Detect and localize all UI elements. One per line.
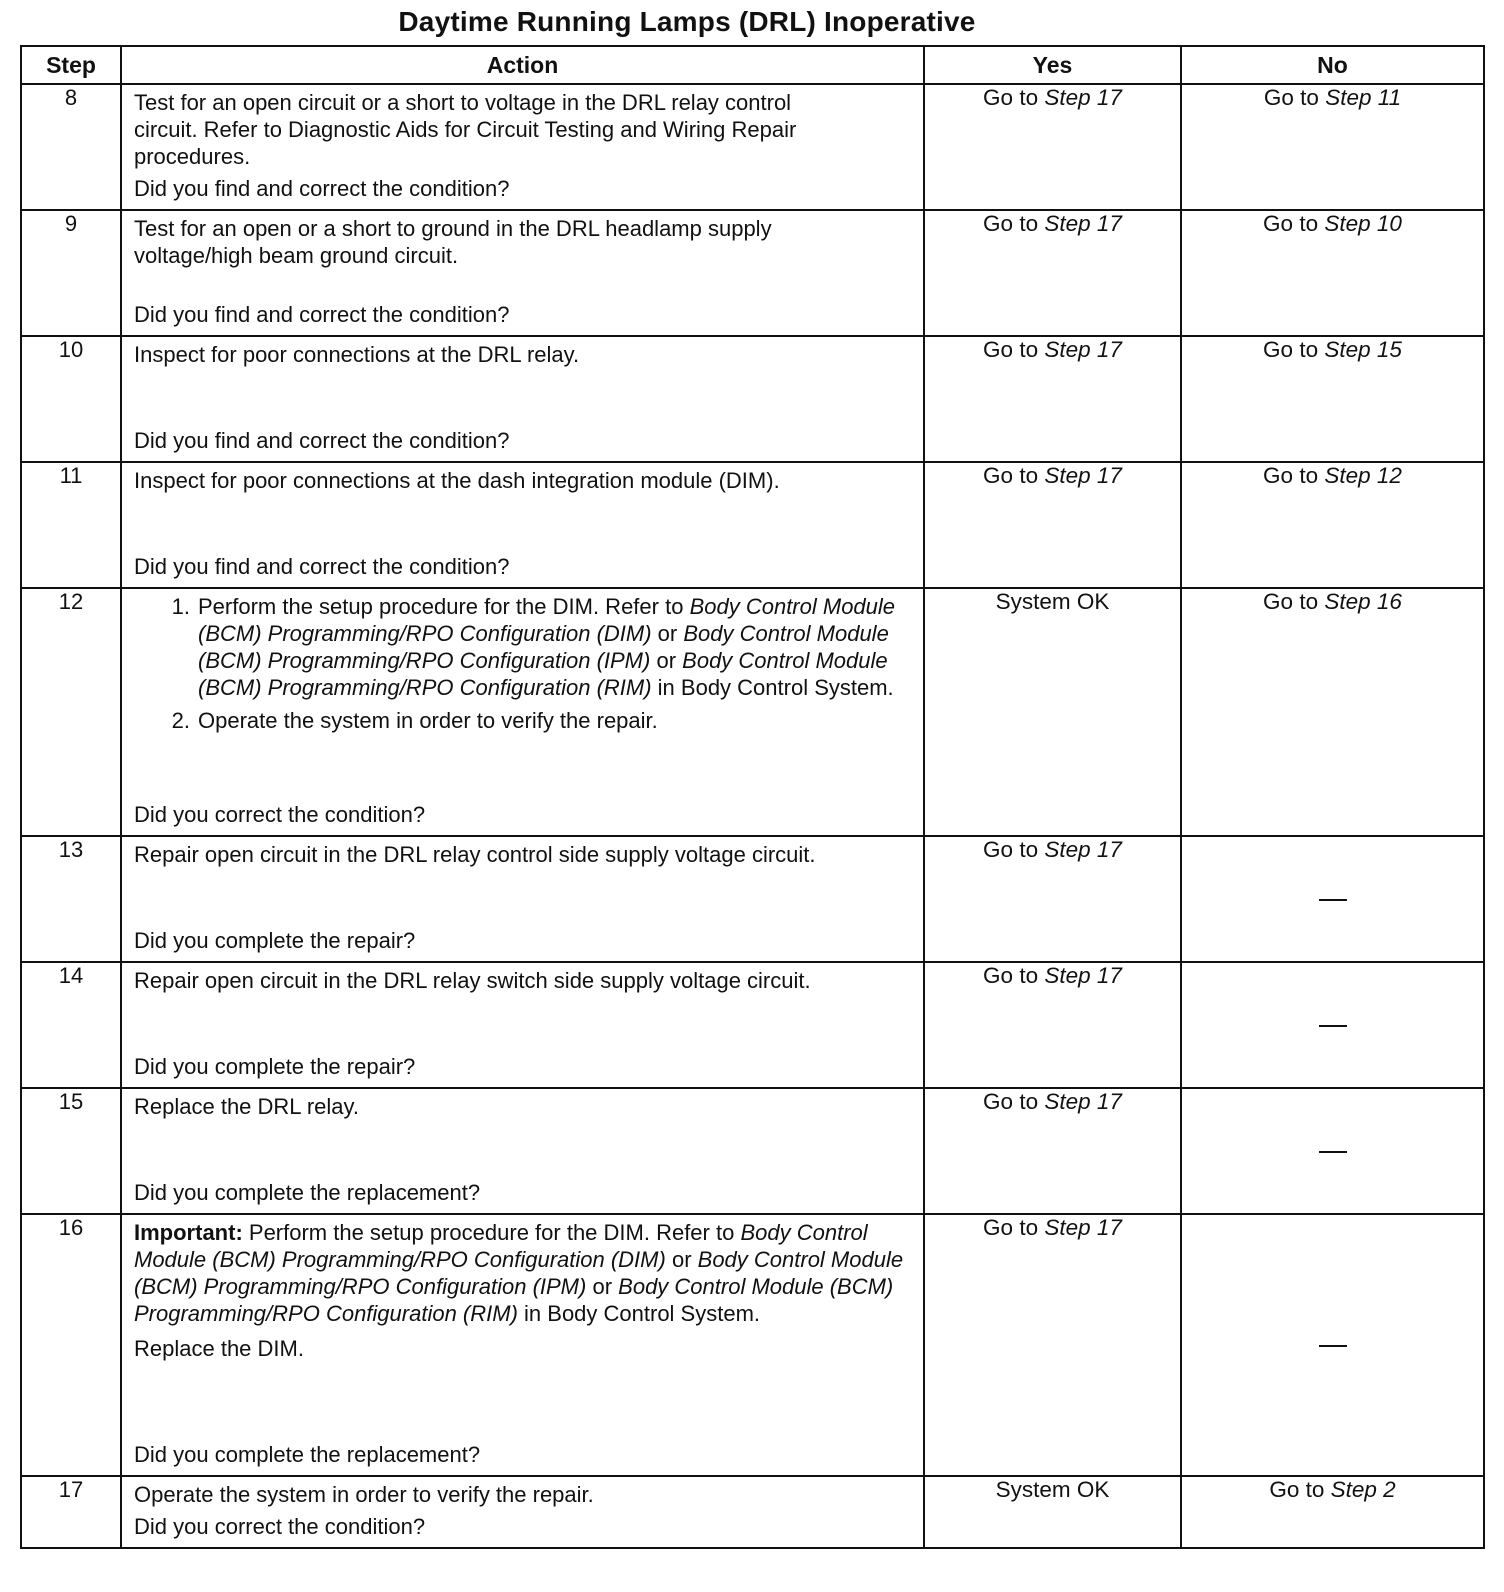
reference-link[interactable]: Body Control Module (BCM) Programming/RPO Configuration (IPM) bbox=[198, 621, 889, 673]
system-ok-text: System OK bbox=[995, 589, 1110, 614]
question-text: Did you correct the condition? bbox=[134, 1514, 426, 1539]
yes-step-link[interactable]: 17 bbox=[1096, 963, 1122, 988]
action-text: Repair open circuit in the DRL relay switch side supply voltage circuit. bbox=[134, 968, 811, 993]
yes-step-link[interactable]: 17 bbox=[1096, 463, 1122, 488]
dash-mark bbox=[1319, 1345, 1347, 1347]
dash-mark bbox=[1319, 1151, 1347, 1153]
no-cell: Go to Step 11 bbox=[1181, 84, 1484, 210]
dash-mark bbox=[1319, 899, 1347, 901]
question-text: Did you complete the replacement? bbox=[134, 1180, 481, 1205]
yes-step-link[interactable]: 17 bbox=[1096, 337, 1122, 362]
reference-link[interactable]: Body Control Module (BCM) Programming/RPO Configuration (DIM) bbox=[134, 1220, 868, 1272]
yes-cell: Go to Step 17 bbox=[924, 962, 1181, 1088]
reference-link[interactable]: Body Control Module (BCM) Programming/RPO Configuration (RIM) bbox=[198, 648, 888, 700]
important-label: Important: bbox=[134, 1220, 243, 1245]
action-cell bbox=[121, 1476, 924, 1548]
table-row bbox=[21, 210, 1484, 336]
question-text: Did you complete the repair? bbox=[134, 1054, 416, 1079]
diagnostic-table bbox=[20, 45, 1485, 1549]
no-cell: Go to Step 10 bbox=[1181, 210, 1484, 336]
no-cell bbox=[1181, 1088, 1484, 1214]
table-row bbox=[21, 1476, 1484, 1548]
action-cell bbox=[121, 210, 924, 336]
no-step-link[interactable]: 10 bbox=[1376, 211, 1402, 236]
question-text: Did you complete the repair? bbox=[134, 928, 416, 953]
yes-step-link[interactable]: 17 bbox=[1096, 837, 1122, 862]
table-row bbox=[21, 462, 1484, 588]
action-cell bbox=[121, 962, 924, 1088]
no-cell bbox=[1181, 962, 1484, 1088]
header-yes: Yes bbox=[924, 46, 1181, 84]
no-cell: Go to Step 2 bbox=[1181, 1476, 1484, 1548]
action-text: Repair open circuit in the DRL relay control side supply voltage circuit. bbox=[134, 842, 816, 867]
table-row bbox=[21, 962, 1484, 1088]
action-text: Inspect for poor connections at the DRL relay. bbox=[134, 342, 580, 367]
step-number: 15 bbox=[21, 1088, 121, 1214]
numbered-item: 1. Perform the setup procedure for the DIM. Refer to Body Control Module (BCM) Programming/RPO Configuration (DIM) or Body Control Module (BCM) Programming/RPO Configuration (IPM) or Body Control Module (BCM) Programming/RPO Configuration (RIM) in Body Control System. bbox=[171, 594, 896, 700]
step-number: 10 bbox=[21, 336, 121, 462]
page-title: Daytime Running Lamps (DRL) Inoperative bbox=[398, 6, 976, 37]
no-cell: Go to Step 15 bbox=[1181, 336, 1484, 462]
action-text: Inspect for poor connections at the dash integration module (DIM). bbox=[134, 468, 780, 493]
header-step: Step bbox=[21, 46, 121, 84]
no-cell bbox=[1181, 1214, 1484, 1476]
question-text: Did you complete the replacement? bbox=[134, 1442, 481, 1467]
yes-step-link[interactable]: 17 bbox=[1096, 1215, 1122, 1240]
action-text: Test for an open circuit or a short to voltage in the DRL relay control bbox=[134, 90, 792, 115]
action-cell bbox=[121, 1088, 924, 1214]
reference-link[interactable]: Body Control Module (BCM) Programming/RPO Configuration (DIM) bbox=[198, 594, 896, 646]
action-cell bbox=[121, 836, 924, 962]
question-text: Did you find and correct the condition? bbox=[134, 428, 510, 453]
action-cell bbox=[121, 462, 924, 588]
yes-step-link[interactable]: 17 bbox=[1096, 85, 1122, 110]
yes-cell: Go to Step 17 bbox=[924, 1088, 1181, 1214]
no-step-link[interactable]: 16 bbox=[1376, 589, 1402, 614]
table-row bbox=[21, 84, 1484, 210]
no-cell: Go to Step 12 bbox=[1181, 462, 1484, 588]
action-text: voltage/high beam ground circuit. bbox=[134, 243, 459, 268]
yes-cell bbox=[924, 1476, 1181, 1548]
step-number: 14 bbox=[21, 962, 121, 1088]
yes-step-link[interactable]: 17 bbox=[1096, 211, 1122, 236]
header-row bbox=[21, 46, 1484, 84]
yes-cell: Go to Step 17 bbox=[924, 84, 1181, 210]
no-step-link[interactable]: 11 bbox=[1377, 85, 1402, 110]
table-row bbox=[21, 1088, 1484, 1214]
action-cell bbox=[121, 588, 924, 836]
header-action: Action bbox=[121, 46, 924, 84]
no-step-link[interactable]: 15 bbox=[1376, 337, 1402, 362]
yes-cell: Go to Step 17 bbox=[924, 836, 1181, 962]
step-number: 16 bbox=[21, 1214, 121, 1476]
action-cell bbox=[121, 1214, 924, 1476]
question-text: Did you find and correct the condition? bbox=[134, 176, 510, 201]
question-text: Did you find and correct the condition? bbox=[134, 554, 510, 579]
step-number: 8 bbox=[21, 84, 121, 210]
yes-cell bbox=[924, 588, 1181, 836]
reference-link[interactable]: Body Control Module (BCM) Programming/RPO Configuration (IPM) bbox=[134, 1247, 904, 1299]
question-text: Did you find and correct the condition? bbox=[134, 302, 510, 327]
yes-cell: Go to Step 17 bbox=[924, 1214, 1181, 1476]
action-text: Replace the DRL relay. bbox=[134, 1094, 359, 1119]
table-row bbox=[21, 836, 1484, 962]
action-text: procedures. bbox=[134, 144, 251, 169]
no-step-link[interactable]: 12 bbox=[1376, 463, 1402, 488]
step-number: 13 bbox=[21, 836, 121, 962]
no-step-link[interactable]: 2 bbox=[1383, 1477, 1396, 1502]
no-cell bbox=[1181, 836, 1484, 962]
step-number: 12 bbox=[21, 588, 121, 836]
step-number: 17 bbox=[21, 1476, 121, 1548]
action-cell bbox=[121, 336, 924, 462]
table-row bbox=[21, 588, 1484, 836]
reference-link[interactable]: Body Control Module (BCM) Programming/RPO Configuration (RIM) bbox=[134, 1274, 894, 1326]
dash-mark bbox=[1319, 1025, 1347, 1027]
action-cell bbox=[121, 84, 924, 210]
yes-step-link[interactable]: 17 bbox=[1096, 1089, 1122, 1114]
table-row bbox=[21, 336, 1484, 462]
system-ok-text: System OK bbox=[995, 1477, 1110, 1502]
action-text: Test for an open or a short to ground in the DRL headlamp supply bbox=[134, 216, 772, 241]
numbered-item: 2. Operate the system in order to verify the repair. bbox=[171, 708, 658, 733]
yes-cell: Go to Step 17 bbox=[924, 210, 1181, 336]
yes-cell: Go to Step 17 bbox=[924, 462, 1181, 588]
step-number: 11 bbox=[21, 462, 121, 588]
action-text: Operate the system in order to verify the repair. bbox=[134, 1482, 594, 1507]
important-note: Important: Perform the setup procedure for the DIM. Refer to Body Control Module (BCM) Programming/RPO Configuration (DIM) or Body Control Module (BCM) Programming/RPO Configuration (IPM) or Body Control Module (BCM) Programming/RPO Configuration (RIM) in Body Control System. bbox=[134, 1220, 904, 1326]
table-row bbox=[21, 1214, 1484, 1476]
no-cell: Go to Step 16 bbox=[1181, 588, 1484, 836]
step-number: 9 bbox=[21, 210, 121, 336]
action-text: Replace the DIM. bbox=[134, 1336, 304, 1361]
action-text: circuit. Refer to Diagnostic Aids for Circuit Testing and Wiring Repair bbox=[134, 117, 797, 142]
question-text: Did you correct the condition? bbox=[134, 802, 426, 827]
header-no: No bbox=[1181, 46, 1484, 84]
yes-cell: Go to Step 17 bbox=[924, 336, 1181, 462]
